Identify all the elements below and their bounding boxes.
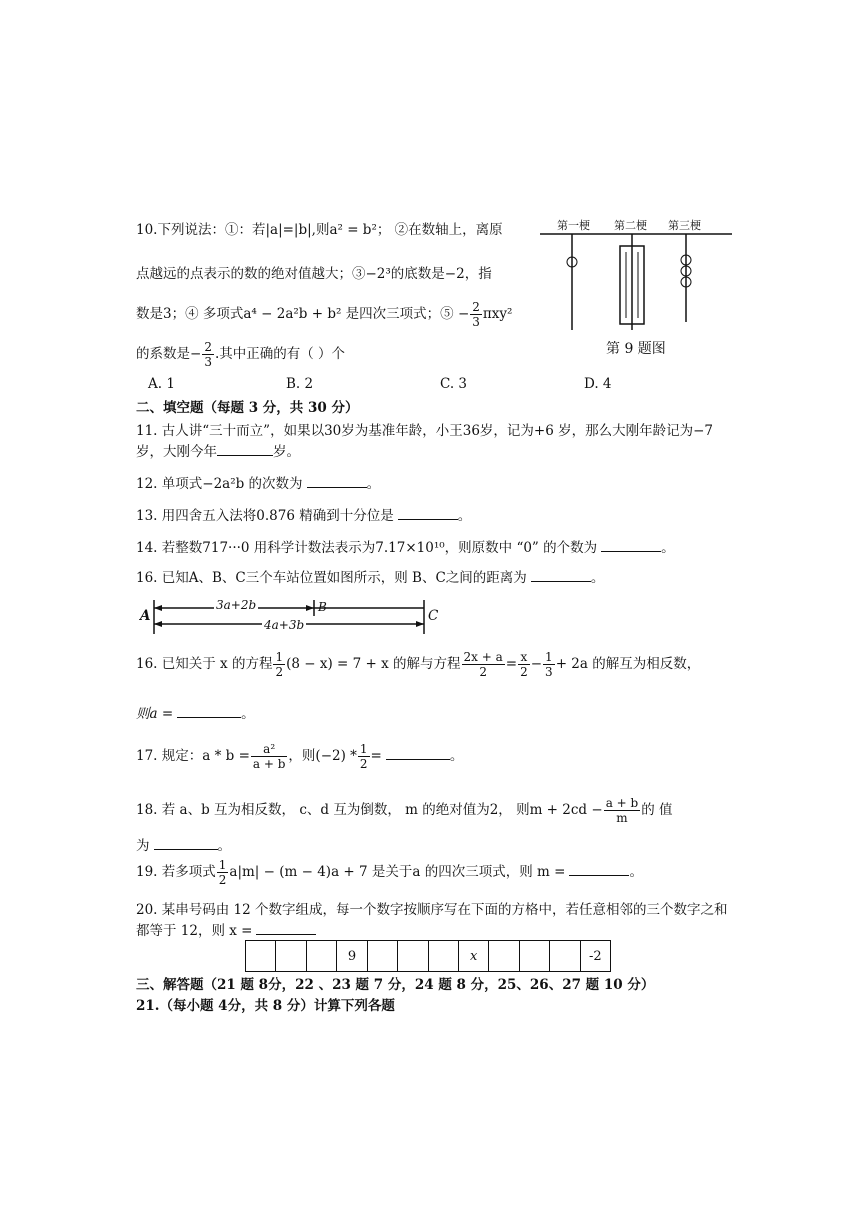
section3-title: 三、解答题（21 题 8分，22 、23 题 7 分，24 题 8 分，25、26、27 题 10 分） xyxy=(136,977,655,993)
point-b-label: B xyxy=(318,600,327,614)
q18-line1: 18. 若 a、b 互为相反数， c、d 互为倒数， m 的绝对值为2， 则m + 2cd − $\frac{a + b}{m}$ 的 值 xyxy=(136,796,673,825)
q10-fraction: $\frac{2}{3}$ xyxy=(472,300,480,329)
figure9-label-3: 第三梗 xyxy=(668,219,701,232)
option-d: D. 4 xyxy=(584,376,612,392)
q19: 19. 若多项式 $\frac{1}{2}$ a|m| − (m − 4)a + 7 是关于a 的四次三项式，则 m = 。 xyxy=(136,858,643,887)
q17: 17. 规定：a * b = $\frac{\text{a²}}{a + b}$ ，则(−2) * $\frac{1}{2}$ = 。 xyxy=(136,742,464,771)
grid-cell xyxy=(520,941,550,971)
q12: 12. 单项式−2a²b 的次数为 。 xyxy=(136,476,381,492)
q14-answer-blank[interactable] xyxy=(601,539,661,552)
figure9-caption: 第 9 题图 xyxy=(606,341,666,357)
grid-cell: x xyxy=(459,941,489,971)
grid-cell xyxy=(550,941,580,971)
grid-cell: 9 xyxy=(337,941,367,971)
q13-answer-blank[interactable] xyxy=(398,507,458,520)
option-a: A. 1 xyxy=(148,376,175,392)
q18-answer-blank[interactable] xyxy=(154,837,218,850)
q10-line3-text: 数是3；④ 多项式a⁴ − 2a²b + b² 是四次三项式；⑤ xyxy=(136,306,454,322)
figure9-label-2: 第二梗 xyxy=(614,219,647,232)
option-c: C. 3 xyxy=(440,376,468,392)
q11-line2: 岁，大刚今年 岁。 xyxy=(136,444,300,460)
segment-ab-label: 3a+2b xyxy=(216,598,257,612)
q20-line2: 都等于 12，则 x = xyxy=(136,919,316,939)
figure9-label-1: 第一梗 xyxy=(557,219,590,232)
grid-cell xyxy=(246,941,276,971)
grid-cell xyxy=(307,941,337,971)
number-grid xyxy=(245,940,611,972)
q16-line1: 16. 已知关于 x 的方程 $\frac{1}{2}$ (8 − x) = 7 + x 的解与方程 $\frac{2x + a}{2}$ = $\frac{x}{2}$ − $\frac{1}{3}$ + 2a 的解互为相反数， xyxy=(136,650,701,679)
grid-cell xyxy=(276,941,306,971)
segment-ac-label: 4a+3b xyxy=(264,618,305,632)
q10-term: πxy² xyxy=(482,306,513,322)
q20-answer-blank[interactable] xyxy=(256,922,316,935)
q20-line1: 20. 某串号码由 12 个数字组成，每一个数字按顺序写在下面的方格中，若任意相邻的三个数字之和 xyxy=(136,902,728,918)
q11-answer-blank[interactable] xyxy=(217,443,273,456)
grid-cell: -2 xyxy=(589,948,602,964)
q10-line4: 的系数是− $\frac{2}{3}$ .其中正确的有（ ）个 xyxy=(136,340,346,369)
q10-line3: 数是3；④ 多项式a⁴ − 2a²b + b² 是四次三项式；⑤ − $\frac{2}{3}$ πxy² xyxy=(136,300,513,329)
q12-answer-blank[interactable] xyxy=(307,475,367,488)
point-c-label: C xyxy=(428,608,439,624)
q18-line2: 为 。 xyxy=(136,838,231,854)
q11-line1: 11. 古人讲“三十而立”，如果以30岁为基准年龄，小王36岁，记为+6 岁，那么大刚年龄记为−7 xyxy=(136,423,714,439)
section2-title: 二、填空题（每题 3 分，共 30 分） xyxy=(136,400,359,416)
q16-answer-blank[interactable] xyxy=(177,705,241,718)
q13: 13. 用四舍五入法将0.876 精确到十分位是 。 xyxy=(136,508,472,524)
q21: 21.（每小题 4分，共 8 分）计算下列各题 xyxy=(136,998,395,1014)
option-b: B. 2 xyxy=(286,376,314,392)
q19-answer-blank[interactable] xyxy=(569,863,629,876)
q10-line2: 点越远的点表示的数的绝对值越大；③−2³的底数是−2，指 xyxy=(136,266,492,282)
grid-cell xyxy=(489,941,519,971)
q17-answer-blank[interactable] xyxy=(386,747,450,760)
grid-cell xyxy=(368,941,398,971)
q14: 14. 若整数717···0 用科学计数法表示为7.17×10¹⁰，则原数中 “0” 的个数为 。 xyxy=(136,540,675,556)
q10-coef-fraction: $\frac{2}{3}$ xyxy=(204,340,212,369)
point-a-label: A xyxy=(140,608,151,624)
grid-cell xyxy=(429,941,459,971)
q15-answer-blank[interactable] xyxy=(531,569,591,582)
q16-line2: 则a = 。 xyxy=(136,706,255,722)
q15: 16. 已知A、B、C三个车站位置如图所示，则 B、C之间的距离为 。 xyxy=(136,570,605,586)
grid-cell xyxy=(398,941,428,971)
q10-line1: 10.下列说法：①：若|a|=|b|,则a² = b²； ②在数轴上，离原 xyxy=(136,222,503,238)
